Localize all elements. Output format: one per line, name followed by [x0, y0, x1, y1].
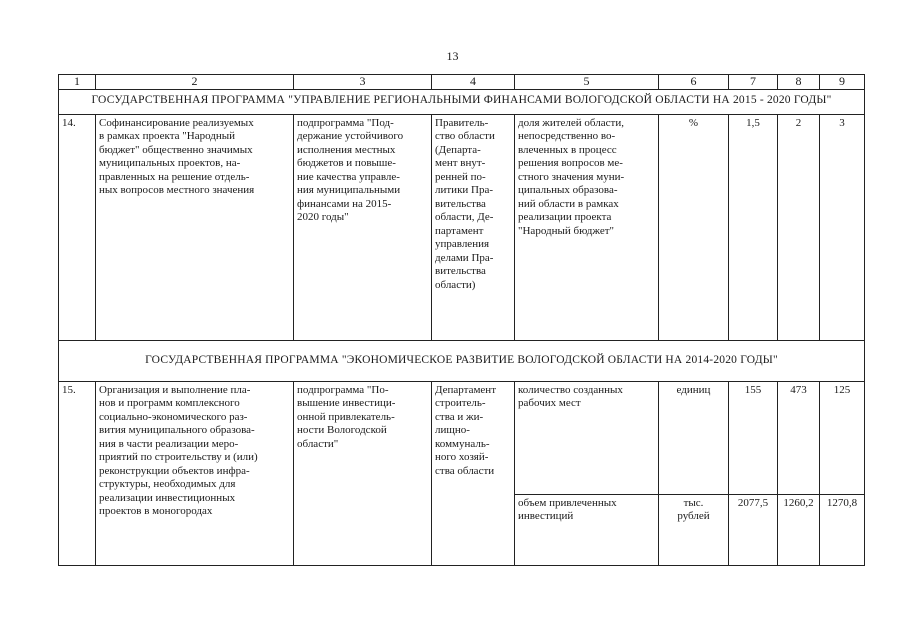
- value-col-7: 155: [729, 381, 778, 494]
- unit-of-measure: единиц: [659, 381, 729, 494]
- measure-description: Организация и выполнение пла- нов и программ комплексного социально-экономического раз- вития муниципального образова- ния в части реализации меро- приятий по строительству и (или) реконструкции объектов инфра- структуры, необходимых для реализации инвестиционных проектов в моногородах: [96, 381, 294, 565]
- row-number: 15.: [59, 381, 96, 565]
- indicator-name: доля жителей области, непосредственно во- влеченных в процесс решения вопросов ме- стного значения муни- ципальных образова- ний области в рамках реализации проекта "Народный бюджет": [515, 114, 659, 340]
- executor-name: Департамент строитель- ства и жи- лищно- коммуналь- ного хозяй- ства области: [432, 381, 515, 565]
- page-number: 13: [446, 49, 459, 63]
- unit-of-measure: %: [659, 114, 729, 340]
- col-number-6: 6: [659, 75, 729, 90]
- section-heading-row: [59, 340, 865, 381]
- table-row: [59, 114, 865, 340]
- table-row: [59, 381, 865, 494]
- col-number-8: 8: [778, 75, 820, 90]
- subprogram-name: подпрограмма "Под- держание устойчивого исполнения местных бюджетов и повыше- ние качества управле- ния муниципальными финансами на 2015- 2020 годы": [294, 114, 432, 340]
- indicator-name: объем привлеченных инвестиций: [515, 494, 659, 565]
- value-col-8: 473: [778, 381, 820, 494]
- row-number: 14.: [59, 114, 96, 340]
- indicator-name: количество созданных рабочих мест: [515, 381, 659, 494]
- column-number-row: [59, 75, 865, 90]
- col-number-5: 5: [515, 75, 659, 90]
- value-col-7: 1,5: [729, 114, 778, 340]
- section-heading-row: [59, 89, 865, 114]
- col-number-4: 4: [432, 75, 515, 90]
- col-number-2: 2: [96, 75, 294, 90]
- subprogram-name: подпрограмма "По- вышение инвестици- онной привлекатель- ности Вологодской области": [294, 381, 432, 565]
- col-number-7: 7: [729, 75, 778, 90]
- measure-description: Софинансирование реализуемых в рамках проекта "Народный бюджет" общественно значимых муниципальных проектов, на- правленных на решение отдель- ных вопросов местного значения: [96, 114, 294, 340]
- value-col-9: 1270,8: [820, 494, 865, 565]
- program-indicators-table: [58, 74, 865, 566]
- value-col-9: 125: [820, 381, 865, 494]
- executor-name: Правитель- ство области (Департа- мент внут- ренней по- литики Пра- вительства области, Де- партамент управления делами Пра- вительства области): [432, 114, 515, 340]
- unit-of-measure: тыс. рублей: [659, 494, 729, 565]
- section-title-economy: ГОСУДАРСТВЕННАЯ ПРОГРАММА "ЭКОНОМИЧЕСКОЕ РАЗВИТИЕ ВОЛОГОДСКОЙ ОБЛАСТИ НА 2014-2020 ГОДЫ": [59, 340, 865, 381]
- section-title-finance: ГОСУДАРСТВЕННАЯ ПРОГРАММА "УПРАВЛЕНИЕ РЕГИОНАЛЬНЫМИ ФИНАНСАМИ ВОЛОГОДСКОЙ ОБЛАСТИ НА 2015 - 2020 ГОДЫ": [59, 89, 865, 114]
- col-number-9: 9: [820, 75, 865, 90]
- value-col-7: 2077,5: [729, 494, 778, 565]
- col-number-1: 1: [59, 75, 96, 90]
- col-number-3: 3: [294, 75, 432, 90]
- value-col-8: 1260,2: [778, 494, 820, 565]
- value-col-9: 3: [820, 114, 865, 340]
- value-col-8: 2: [778, 114, 820, 340]
